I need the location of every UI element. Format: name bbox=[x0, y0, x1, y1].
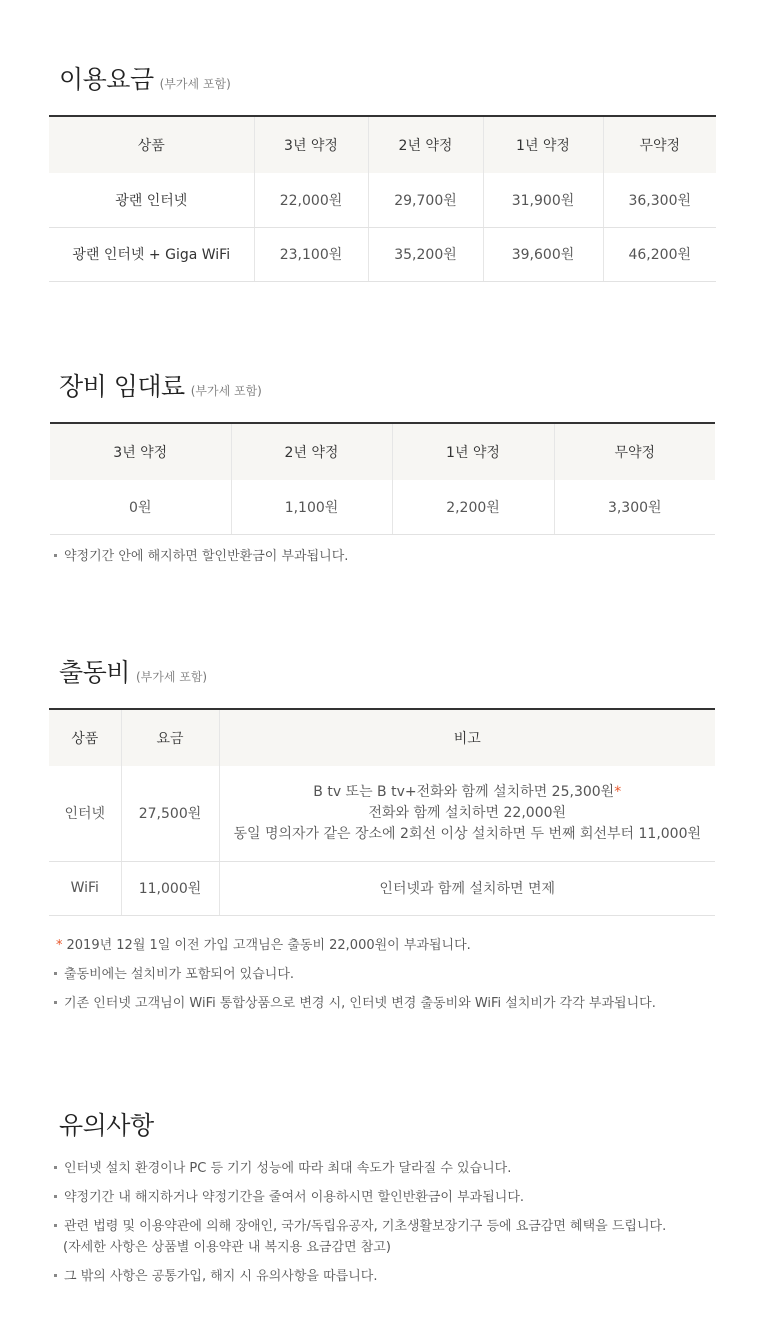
table-header-row bbox=[50, 423, 715, 480]
product-cell: 인터넷 bbox=[49, 766, 121, 861]
note-item bbox=[50, 993, 656, 1014]
remarks-cell bbox=[219, 766, 715, 861]
bullet-icon bbox=[54, 972, 57, 975]
column-header: 요금 bbox=[121, 709, 219, 766]
table-header-row bbox=[49, 116, 716, 173]
bullet-icon bbox=[54, 1195, 57, 1198]
column-header: 비고 bbox=[219, 709, 715, 766]
table-header-row bbox=[49, 709, 715, 766]
dispatch-subtitle: (부가세 포함) bbox=[135, 670, 208, 684]
table-row bbox=[50, 480, 715, 534]
table-row bbox=[49, 173, 716, 227]
table-row bbox=[49, 766, 715, 861]
equipment-table bbox=[50, 422, 715, 535]
dispatch-section-title bbox=[59, 653, 207, 689]
dispatch-table bbox=[49, 708, 715, 916]
remark-line bbox=[220, 782, 716, 803]
cautions-title: 유의사항 bbox=[59, 1111, 154, 1140]
price-cell: 1,100원 bbox=[231, 480, 392, 534]
column-header: 2년 약정 bbox=[368, 116, 483, 173]
price-cell: 36,300원 bbox=[603, 173, 716, 227]
price-cell: 0원 bbox=[50, 480, 231, 534]
remark-line: 동일 명의자가 같은 장소에 2회선 이상 설치하면 두 번째 회선부터 11,000원 bbox=[233, 825, 702, 842]
list-item-text: 관련 법령 및 이용약관에 의해 장애인, 국가/독립유공자, 기초생활보장기구 등에 요금감면 혜택을 드립니다. bbox=[64, 1219, 667, 1234]
note-text: 출동비에는 설치비가 포함되어 있습니다. bbox=[64, 967, 295, 982]
fees-table bbox=[49, 115, 716, 282]
equipment-section-title bbox=[59, 367, 262, 403]
dispatch-notes bbox=[50, 935, 656, 1014]
bullet-icon bbox=[54, 1001, 57, 1004]
list-item-text: 그 밖의 사항은 공통가입, 해지 시 유의사항을 따릅니다. bbox=[64, 1269, 378, 1284]
asterisk-mark: * bbox=[614, 783, 622, 800]
price-cell: 23,100원 bbox=[254, 227, 368, 281]
bullet-icon bbox=[54, 1224, 57, 1227]
product-cell: 광랜 인터넷 bbox=[49, 173, 254, 227]
dispatch-title: 출동비 bbox=[59, 658, 130, 687]
fees-subtitle: (부가세 포함) bbox=[159, 77, 231, 91]
price-cell: 39,600원 bbox=[483, 227, 603, 281]
note-text: 기존 인터넷 고객님이 WiFi 통합상품으로 변경 시, 인터넷 변경 출동비와 WiFi 설치비가 각각 부과됩니다. bbox=[64, 996, 656, 1011]
price-cell: 11,000원 bbox=[121, 861, 219, 915]
column-header: 무약정 bbox=[554, 423, 715, 480]
equipment-note bbox=[50, 546, 348, 567]
asterisk-mark: * bbox=[56, 938, 63, 953]
product-cell: 광랜 인터넷 + Giga WiFi bbox=[49, 227, 254, 281]
bullet-icon bbox=[54, 1274, 57, 1277]
equipment-title: 장비 임대료 bbox=[59, 372, 185, 401]
cautions-list bbox=[50, 1158, 666, 1287]
list-item bbox=[50, 1158, 666, 1179]
remark-text: B tv 또는 B tv+전화와 함께 설치하면 25,300원 bbox=[313, 783, 615, 800]
table-row bbox=[49, 227, 716, 281]
column-header: 상품 bbox=[49, 116, 254, 173]
price-cell: 3,300원 bbox=[554, 480, 715, 534]
price-cell: 31,900원 bbox=[483, 173, 603, 227]
price-cell: 2,200원 bbox=[392, 480, 554, 534]
cautions-section-title bbox=[59, 1106, 154, 1142]
bullet-icon bbox=[54, 1166, 57, 1169]
price-cell: 29,700원 bbox=[368, 173, 483, 227]
product-cell: WiFi bbox=[49, 861, 121, 915]
price-cell: 27,500원 bbox=[121, 766, 219, 861]
table-row bbox=[49, 861, 715, 915]
column-header: 무약정 bbox=[603, 116, 716, 173]
list-item-text: 인터넷 설치 환경이나 PC 등 기기 성능에 따라 최대 속도가 달라질 수 있습니다. bbox=[64, 1161, 512, 1176]
list-item-text: 약정기간 내 해지하거나 약정기간을 줄여서 이용하시면 할인반환금이 부과됩니다. bbox=[64, 1190, 525, 1205]
equipment-subtitle: (부가세 포함) bbox=[190, 384, 262, 398]
list-item bbox=[50, 1266, 666, 1287]
column-header: 2년 약정 bbox=[231, 423, 392, 480]
price-cell: 22,000원 bbox=[254, 173, 368, 227]
list-item bbox=[50, 1216, 666, 1237]
list-item bbox=[50, 1187, 666, 1208]
column-header: 3년 약정 bbox=[254, 116, 368, 173]
remarks-cell: 인터넷과 함께 설치하면 면제 bbox=[219, 861, 715, 915]
column-header: 1년 약정 bbox=[392, 423, 554, 480]
note-item bbox=[50, 964, 656, 985]
remark-line: 전화와 함께 설치하면 22,000원 bbox=[368, 804, 567, 821]
note-item bbox=[50, 935, 656, 956]
bullet-icon bbox=[54, 554, 57, 557]
note-text: 2019년 12월 1일 이전 가입 고객님은 출동비 22,000원이 부과됩니다. bbox=[66, 938, 471, 953]
price-cell: 35,200원 bbox=[368, 227, 483, 281]
price-cell: 46,200원 bbox=[603, 227, 716, 281]
list-item-continuation: (자세한 사항은 상품별 이용약관 내 복지용 요금감면 참고) bbox=[63, 1240, 391, 1255]
fees-section-title bbox=[59, 60, 231, 96]
column-header: 1년 약정 bbox=[483, 116, 603, 173]
fees-title: 이용요금 bbox=[59, 65, 154, 94]
column-header: 상품 bbox=[49, 709, 121, 766]
note-text: 약정기간 안에 해지하면 할인반환금이 부과됩니다. bbox=[64, 549, 349, 564]
column-header: 3년 약정 bbox=[50, 423, 231, 480]
